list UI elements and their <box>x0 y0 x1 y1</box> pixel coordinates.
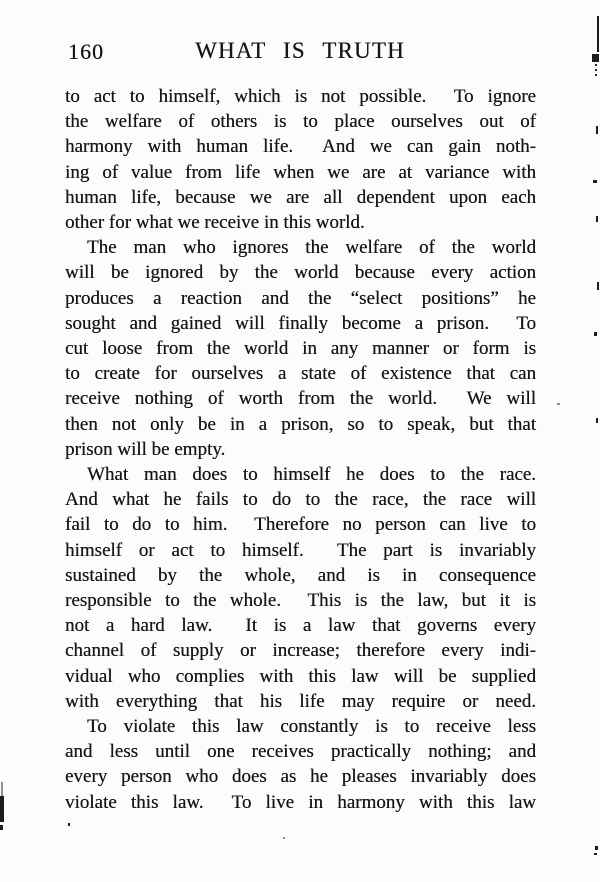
text-line: cut loose from the world in any manner or form is <box>65 338 536 360</box>
scan-artifact-right-dashes-top <box>595 64 597 78</box>
text-line: himself or act to himself. The part is invariably <box>65 539 536 561</box>
text-line: channel of supply or increase; therefore every indi- <box>65 640 536 662</box>
scan-artifact-left-bar <box>0 796 4 822</box>
text-line: every person who does as he pleases invariably does <box>65 766 536 788</box>
page-number: 160 <box>68 39 104 64</box>
scan-artifact-right-dash-7 <box>595 846 598 850</box>
scan-artifact-right-dash-5 <box>594 332 597 336</box>
scan-artifact-speck-1 <box>68 823 70 826</box>
scan-artifact-right-top-line <box>597 16 599 52</box>
scan-artifact-speck-2 <box>283 837 285 839</box>
text-line: to act to himself, which is not possible. To ignore <box>65 86 536 107</box>
paragraph-2 <box>65 235 536 462</box>
scan-artifact-right-dash-6 <box>596 418 598 423</box>
text-line: with everything that his life may require or need. <box>65 690 536 712</box>
text-line: then not only be in a prison, so to speak, but that <box>65 413 536 435</box>
text-line: the welfare of others is to place ourselves out of <box>65 111 536 133</box>
text-line: The man who ignores the welfare of the world <box>87 237 536 259</box>
text-line: will be ignored by the world because every action <box>65 262 536 284</box>
text-line: violate this law. To live in harmony with this law <box>65 791 536 813</box>
scan-artifact-right-dash-8 <box>594 853 597 855</box>
text-line: What man does to himself he does to the race. <box>87 464 536 486</box>
running-head-title: WHAT IS TRUTH <box>195 38 405 63</box>
text-line: to create for ourselves a state of existence that can <box>65 363 536 385</box>
text-line: receive nothing of worth from the world. We will <box>65 388 536 410</box>
text-line: harmony with human life. And we can gain noth- <box>65 136 536 158</box>
text-line: sought and gained will finally become a prison. To <box>65 312 536 334</box>
text-line: and less until one receives practically nothing; and <box>65 741 536 763</box>
text-line: To violate this law constantly is to receive less <box>87 716 536 738</box>
text-line: sustained by the whole, and is in consequence <box>65 564 536 586</box>
text-line: And what he fails to do to the race, the race will <box>65 489 536 511</box>
paragraph-3 <box>65 462 536 714</box>
scan-artifact-right-dash-4 <box>597 282 599 290</box>
scan-artifact-left-thin-line <box>1 782 3 796</box>
scan-artifact-right-speck <box>557 403 560 405</box>
text-line: ing of value from life when we are at variance with <box>65 161 536 183</box>
body-text-block <box>65 84 536 815</box>
paragraph-4 <box>65 714 536 815</box>
text-line: fail to do to him. Therefore no person can live to <box>65 514 536 536</box>
text-line: produces a reaction and the “select positions” he <box>65 287 536 309</box>
scan-artifact-right-blob <box>592 54 599 62</box>
text-line: other for what we receive in this world. <box>65 212 365 234</box>
text-line: responsible to the whole. This is the law, but it is <box>65 590 536 612</box>
scan-artifact-right-dash-3 <box>596 216 598 222</box>
scan-artifact-left-bar-dot <box>0 825 3 830</box>
text-line: not a hard law. It is a law that governs every <box>65 615 536 637</box>
paragraph-1 <box>65 84 536 235</box>
scan-artifact-right-dash-2 <box>593 180 597 183</box>
scan-artifact-right-dash-1 <box>596 126 598 134</box>
text-line: human life, because we are all dependent upon each <box>65 186 536 208</box>
text-line: prison will be empty. <box>65 438 226 460</box>
text-line: vidual who complies with this law will be supplied <box>65 665 536 687</box>
